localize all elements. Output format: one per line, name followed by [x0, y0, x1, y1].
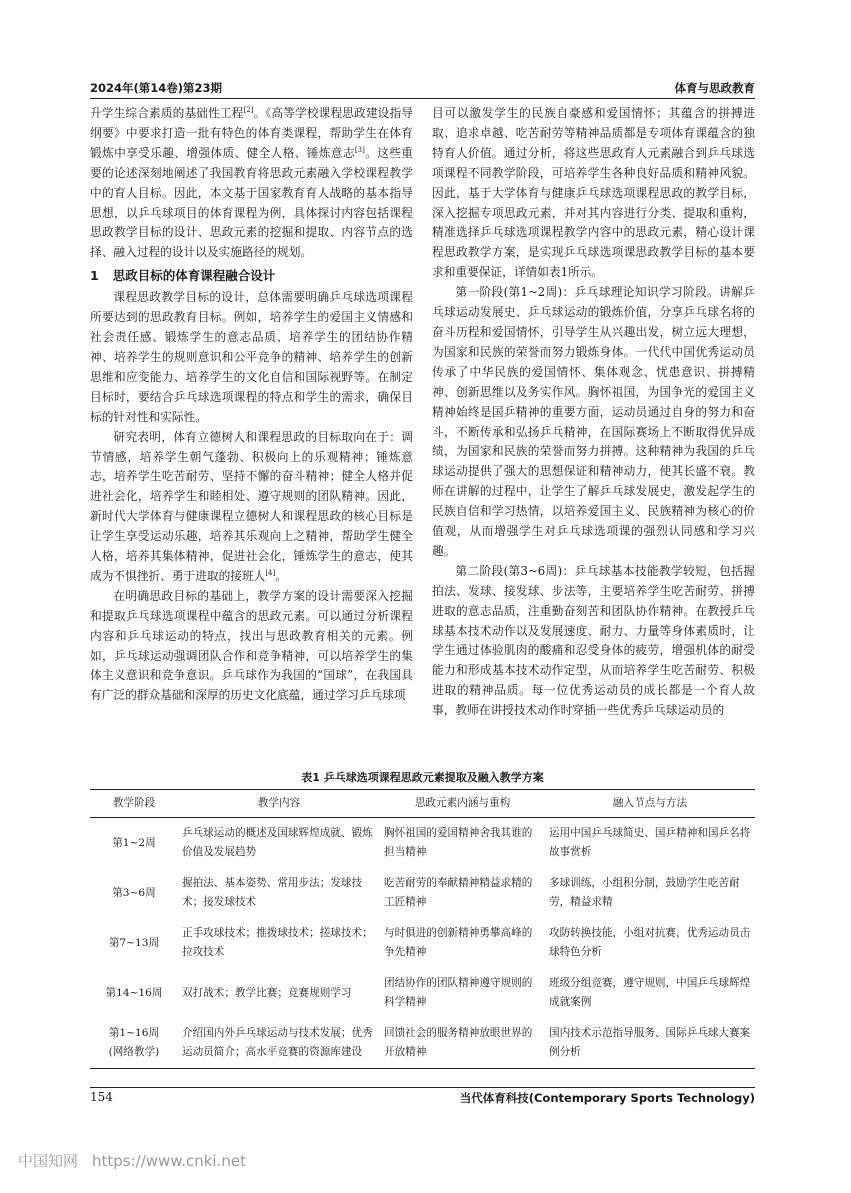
column-header: 融入节点与方法 — [545, 790, 755, 818]
left-column — [90, 104, 413, 706]
citation[interactable]: [2] — [243, 106, 254, 115]
table-row — [90, 818, 755, 869]
column-header: 教学内容 — [178, 790, 380, 818]
paragraph: 目可以激发学生的民族自豪感和爱国情怀；其蕴含的拼搏进取、追求卓越、吃苦耐劳等精神品质都是专项体育课蕴含的独特育人价值。通过分析，将这些思政育人元素融合到乒乓球选项课程不同教学阶段，可培养学生各种良好品质和精神风貌。因此，基于大学体育与健康乒乓球选项课程思政的教学目标，深入挖掘专项思政元素，并对其内容进行分类、提取和重构，精准选择乒乓球选项课程教学内容中的思政元素，精心设计课程思政教学方案，是实现乒乓球选项课思政教学目标的基本要求和重要保证，详情如表1所示。 — [432, 106, 755, 280]
watermark-url[interactable]: https://www.cnki.net — [92, 1152, 246, 1170]
section-heading: 1 思政目标的体育课程融合设计 — [90, 268, 276, 284]
page-number: 154 — [90, 1090, 113, 1104]
method-cell: 运用中国乒乓球简史、国乒精神和国乒名将故事赏析 — [549, 827, 751, 858]
paragraph: 课程思政教学目标的设计，总体需要明确乒乓球选项课程所要达到的思政教育目标。例如，培养学生的爱国主义情感和社会责任感、锻炼学生的意志品质、培养学生的团结协作精神、培养学生的规则意识和公平竞争的精神、培养学生的创新思维和应变能力、培养学生的文化自信和国际视野等。在制定目标时，要结合乒乓球选项课程的特点和学生的需求，确保目标的针对性和实际性。 — [90, 290, 413, 424]
element-cell: 吃苦耐劳的奉献精神精益求精的工匠精神 — [384, 877, 533, 908]
issue-info: 2024年(第14卷)第23期 — [90, 81, 223, 95]
paragraph: 在明确思政目标的基础上，教学方案的设计需要深入挖掘和提取乒乓球选项课程中蕴含的思政元素。可以通过分析课程内容和乒乓球运动的特点，找出与思政教育相关的元素。例如，乒乓球运动强调团队合作和竞争精神，可以培养学生的集体主义意识和竞争意识。乒乓球作为我国的“国球”，在我国具有广泛的群众基础和深厚的历史文化底蕴，通过学习乒乓球项 — [90, 588, 413, 703]
section-name: 体育与思政教育 — [674, 81, 755, 95]
citation[interactable]: [4] — [265, 569, 276, 578]
element-cell: 胸怀祖国的爱国精神舍我其谁的担当精神 — [384, 827, 533, 858]
method-cell: 多球训练，小组积分制，鼓励学生吃苦耐劳，精益求精 — [549, 877, 740, 908]
table-row — [90, 1018, 755, 1069]
journal-name: 当代体育科技(Contemporary Sports Technology) — [459, 1091, 755, 1105]
table-caption: 表1 乒乓球选项课程思政元素提取及融入教学方案 — [301, 771, 544, 784]
table-row — [90, 868, 755, 918]
method-cell: 攻防转换技能，小组对抗赛，优秀运动员击球特色分析 — [549, 927, 751, 958]
element-cell: 回馈社会的服务精神放眼世界的开放精神 — [380, 1018, 545, 1069]
citation[interactable]: [3] — [354, 145, 365, 154]
column-header: 思政元素内涵与重构 — [380, 790, 545, 818]
paragraph: 第一阶段(第1~2周)：乒乓球理论知识学习阶段。讲解乒乓球运动发展史、乒乓球运动的锻炼价值，分享乒乓球名将的奋斗历程和爱国情怀，引导学生从兴趣出发，树立远大理想，为国家和民族的荣誉而努力锻炼身体。一代代中国优秀运动员传承了中华民族的爱国情怀、集体观念、忧患意识、拼搏精神、创新思维以及务实作风。胸怀祖国，为国争光的爱国主义精神始终是国乒精神的重要方面，运动员通过自身的努力和奋斗，不断传承和弘扬乒乓精神，在国际赛场上不断取得优异成绩，为国家和民族的荣誉而努力拼搏。这种精神为我国的乒乓球运动提供了强大的思想保证和精神动力，使其长盛不衰。教师在讲解的过程中，让学生了解乒乓球发展史，激发起学生的民族自信和学习热情，以培养爱国主义、民族精神为核心的价值观，从而增强学生对乒乓球选项课的强烈认同感和学习兴趣。 — [432, 285, 755, 558]
stage-cell: 第1~16周 (网络教学) — [90, 1018, 178, 1069]
table-header-row — [90, 790, 755, 818]
stage-cell: 第14~16周 — [105, 986, 163, 999]
stage-cell: 第7~13周 — [108, 936, 160, 949]
method-cell: 国内技术示范指导服务、国际乒乓球大赛案例分析 — [545, 1018, 755, 1069]
content-cell: 正手攻球技术；推拨球技术；搓球技术；拉攻技术 — [182, 927, 373, 958]
table-row — [90, 918, 755, 968]
stage-cell: 第3~6周 — [112, 886, 156, 899]
curriculum-table — [90, 789, 755, 1069]
paragraph: 第二阶段(第3~6周)：乒乓球基本技能教学较短，包括握拍法、发球、接发球、步法等，主要培养学生吃苦耐劳、拼搏进取的意志品质，注重勤奋刻苦和团队协作精神。在教授乒乓球基本技术动作以及发展速度、耐力、力量等身体素质时，让学生通过体验肌肉的酸痛和忍受身体的疲劳，增强机体的耐受能力和形成基本技术动作定型，从而培养学生吃苦耐劳、积极进取的精神品质。每一位优秀运动员的成长都是一个育人故事，教师在讲授技术动作时穿插一些优秀乒乓球运动员的 — [432, 563, 755, 718]
column-header: 教学阶段 — [90, 790, 178, 818]
table-row — [90, 968, 755, 1018]
watermark-logo: 中国知网 — [18, 1152, 79, 1170]
stage-cell: 第1~2周 — [112, 836, 156, 849]
cnki-watermark — [18, 1150, 246, 1171]
element-cell: 与时俱进的创新精神勇攀高峰的争先精神 — [384, 927, 533, 958]
running-header — [90, 78, 755, 98]
paragraph: 研究表明，体育立德树人和课程思政的目标取向在于：调节情感，培养学生朝气蓬勃、积极向上的乐观精神；锤炼意志，培养学生吃苦耐劳、坚持不懈的奋斗精神；健全人格并促进社会化，培养学生和睦相处、遵守规则的团队精神。因此，新时代大学体育与健康课程立德树人和课程思政的核心目标是让学生享受运动乐趣，培养其乐观向上之精神，帮助学生健全人格，培养其集体精神，促进社会化，锤炼学生的意志，使其成为不惧挫折、勇于进取的接班人[4]。 — [90, 429, 413, 583]
element-cell: 团结协作的团队精神遵守规则的科学精神 — [384, 977, 533, 1008]
content-cell: 双打战术；教学比赛；竞赛规则学习 — [182, 986, 352, 999]
right-column — [432, 104, 755, 721]
content-cell: 握拍法、基本姿势、常用步法；发球技术；接发球技术 — [182, 877, 363, 908]
page-footer — [90, 1090, 755, 1108]
method-cell: 班级分组竞赛，遵守规则，中国乒乓球辉煌成就案例 — [549, 977, 751, 1008]
content-cell: 乒乓球运动的概述及国球辉煌成就、锻炼价值及发展趋势 — [182, 827, 373, 858]
header-rule — [90, 98, 755, 99]
footer-rule — [90, 1087, 755, 1088]
content-cell: 介绍国内外乒乓球运动与技术发展；优秀运动员简介；高水平竞赛的资源库建设 — [178, 1018, 380, 1069]
paragraph: 升学生综合素质的基础性工程[2]。《高等学校课程思政建设指导纲要》中要求打造一批有特色的体育类课程，帮助学生在体育锻炼中享受乐趣、增强体质、健全人格、锤炼意志[3]。这些重要的论述深刻地阐述了我国教育将思政元素融入学校课程教学中的育人目标。因此，本文基于国家教育育人战略的基本指导思想，以乒乓球项目的体育课程为例，具体探讨内容包括课程思政教学目标的设计、思政元素的挖掘和提取、内容节点的选择、融入过程的设计以及实施路径的规划。 — [90, 106, 413, 260]
